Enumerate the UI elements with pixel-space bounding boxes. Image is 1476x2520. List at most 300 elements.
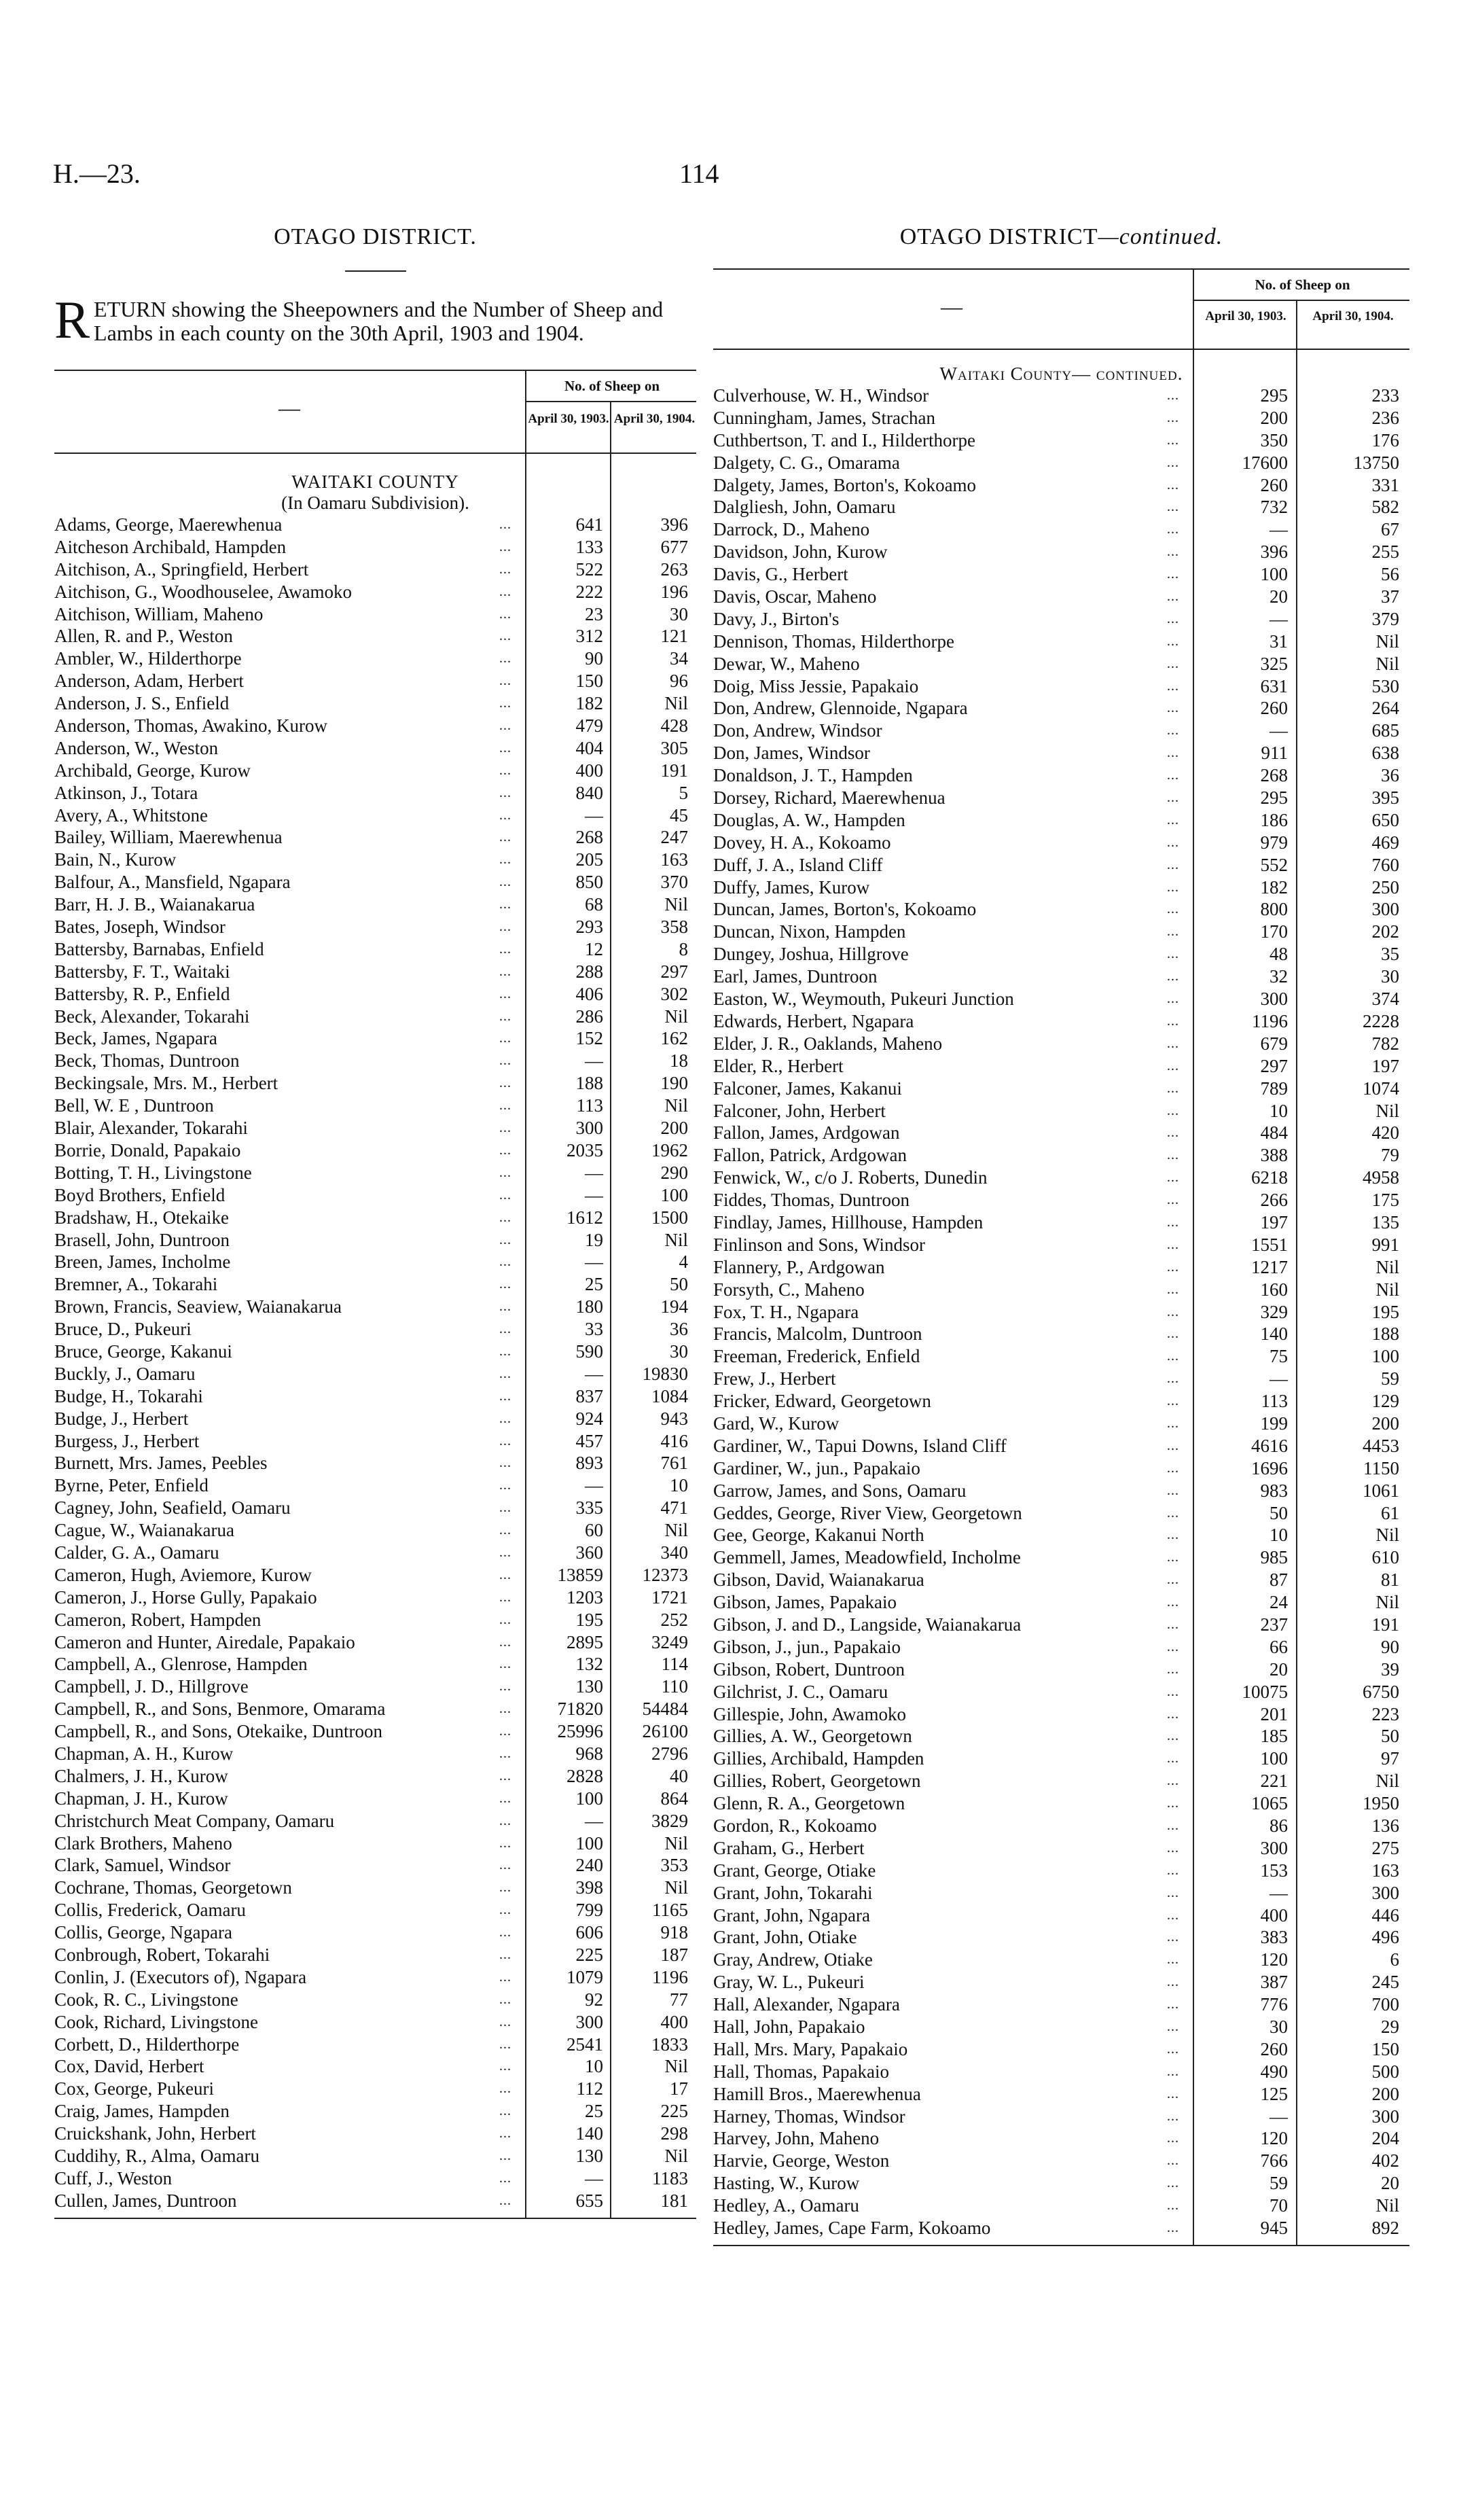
owner-name: Budge, J., Herbert	[54, 1408, 189, 1429]
sheep-1903: —	[1270, 2106, 1288, 2127]
sheep-1903: —	[1270, 720, 1288, 741]
table-row	[713, 2106, 1409, 2128]
sheep-1904: 191	[1371, 1614, 1399, 1635]
table-row	[713, 586, 1409, 608]
leader-dots: ...	[1167, 1103, 1179, 1118]
sheep-1903: 10075	[1242, 1681, 1288, 1702]
table-row	[713, 697, 1409, 720]
table-row	[713, 496, 1409, 518]
table-row	[713, 1033, 1409, 1055]
leader-dots: ...	[499, 1701, 511, 1717]
sheep-1904: 61	[1381, 1502, 1399, 1523]
table-row	[713, 809, 1409, 832]
sheep-1903: 406	[575, 983, 603, 1004]
owner-name: Aitchison, A., Springfield, Herbert	[54, 558, 309, 580]
sheep-1903: 180	[575, 1296, 603, 1317]
owner-name: Bremner, A., Tokarahi	[54, 1274, 218, 1295]
table-row	[54, 1408, 696, 1430]
owner-name: Earl, James, Duntroon	[713, 966, 878, 987]
owner-name: Barr, H. J. B., Waianakarua	[54, 894, 255, 915]
owner-name: Beck, Thomas, Duntroon	[54, 1050, 240, 1071]
table-row	[713, 631, 1409, 653]
table-row	[713, 1949, 1409, 1971]
owner-name: Burgess, J., Herbert	[54, 1430, 200, 1451]
owner-name: Garrow, James, and Sons, Oamaru	[713, 1480, 967, 1501]
sheep-1903: 132	[575, 1654, 603, 1675]
leader-dots: ...	[1167, 589, 1179, 605]
owner-name: Fallon, Patrick, Ardgowan	[713, 1145, 907, 1166]
table-row	[54, 2078, 696, 2100]
owner-name: Elder, R., Herbert	[713, 1055, 844, 1076]
table-row	[713, 675, 1409, 698]
sheep-1903: 188	[575, 1073, 603, 1094]
sheep-1903: 260	[1260, 2038, 1288, 2059]
leader-dots: ...	[499, 2148, 511, 2164]
leader-dots: ...	[499, 830, 511, 845]
sheep-1904: 110	[661, 1676, 688, 1697]
sheep-1903: 140	[1260, 1324, 1288, 1345]
owner-name: Collis, George, Ngapara	[54, 1922, 232, 1943]
year-1904-header: April 30, 1904.	[1312, 309, 1394, 323]
sheep-1904: Nil	[1375, 1525, 1399, 1546]
sheep-1904: 150	[1371, 2038, 1399, 2059]
leader-dots: ...	[499, 584, 511, 599]
leader-dots: ...	[1167, 946, 1179, 962]
owner-name: Gee, George, Kakanui North	[713, 1525, 924, 1546]
table-row	[54, 1474, 696, 1497]
leader-dots: ...	[1167, 432, 1179, 448]
leader-dots: ...	[1167, 879, 1179, 895]
sheep-1904: 135	[1371, 1211, 1399, 1232]
sheep-1903: 2035	[566, 1139, 603, 1160]
sheep-1904: Nil	[664, 693, 688, 714]
sheep-1904: Nil	[664, 1877, 688, 1898]
sheep-1903: 293	[575, 917, 603, 938]
right-title	[713, 224, 1409, 258]
sheep-1904: 236	[1371, 407, 1399, 428]
owner-name: Aitchison, William, Maheno	[54, 603, 264, 624]
sheep-1904: Nil	[1375, 653, 1399, 674]
sheep-1904: 402	[1371, 2150, 1399, 2171]
owner-name: Battersby, R. P., Enfield	[54, 983, 230, 1004]
table-row	[713, 474, 1409, 497]
sheep-1903: 335	[575, 1497, 603, 1519]
left-table-body	[54, 454, 696, 2218]
table-row	[713, 2217, 1409, 2239]
sheep-1904: 1084	[651, 1385, 688, 1406]
leader-dots: ...	[1167, 1572, 1179, 1588]
sheep-1904: 500	[1371, 2061, 1399, 2082]
sheep-1904: 56	[1381, 564, 1399, 585]
table-row	[713, 1256, 1409, 1279]
sheep-1903: 641	[575, 514, 603, 535]
sheep-1903: —	[585, 1363, 603, 1384]
leader-dots: ...	[499, 1031, 511, 1046]
leader-dots: ...	[499, 651, 511, 667]
leader-dots: ...	[1167, 790, 1179, 806]
owner-name: Cruickshank, John, Herbert	[54, 2123, 256, 2144]
table-row	[54, 1631, 696, 1654]
sheep-1903: 60	[585, 1520, 603, 1541]
owner-name: Don, James, Windsor	[713, 743, 870, 764]
table-row	[713, 876, 1409, 899]
sheep-1904: 37	[1381, 586, 1399, 607]
sheep-1903: 221	[1260, 1771, 1288, 1792]
table-row	[54, 1698, 696, 1720]
sheep-1903: 153	[1260, 1860, 1288, 1881]
leader-dots: ...	[499, 785, 511, 800]
sheep-1903: 66	[1270, 1636, 1288, 1657]
sheep-1904: 29	[1381, 2017, 1399, 2038]
sheep-1903: 195	[575, 1609, 603, 1630]
sheep-1903: 133	[575, 536, 603, 557]
sheep-1904: 194	[660, 1296, 688, 1317]
leader-dots: ...	[1167, 1326, 1179, 1342]
sheep-1903: 160	[1260, 1279, 1288, 1300]
right-table-bottom	[713, 2245, 1409, 2246]
leader-dots: ...	[499, 919, 511, 935]
sheep-1904: 176	[1371, 429, 1399, 450]
leader-dots: ...	[499, 2036, 511, 2052]
section-heading: Waitaki County— continued.	[939, 363, 1183, 384]
owner-name: Gibson, J. and D., Langside, Waianakarua	[713, 1614, 1022, 1635]
table-row	[54, 1519, 696, 1542]
leader-dots: ...	[1167, 1237, 1179, 1252]
sheep-1904: 1165	[652, 1900, 688, 1921]
table-row	[713, 1480, 1409, 1502]
sheep-1903: 522	[575, 558, 603, 580]
leader-dots: ...	[499, 1455, 511, 1471]
table-row	[713, 921, 1409, 943]
owner-name: Harvie, George, Weston	[713, 2150, 890, 2171]
table-row	[713, 787, 1409, 809]
table-row	[54, 1877, 696, 1899]
owner-name: Bain, N., Kurow	[54, 849, 177, 870]
sheep-1904: 223	[1371, 1703, 1399, 1724]
owner-name: Fiddes, Thomas, Duntroon	[713, 1190, 910, 1211]
table-row	[54, 1385, 696, 1408]
page-number: 114	[679, 158, 719, 189]
leader-dots: ...	[1167, 723, 1179, 739]
owner-name: Bruce, George, Kakanui	[54, 1341, 232, 1362]
sheep-1904: 782	[1371, 1033, 1399, 1054]
sheep-1903: 150	[575, 671, 603, 692]
sheep-1904: 19830	[642, 1363, 688, 1384]
sheep-1903: 237	[1260, 1614, 1288, 1635]
owner-name: Davis, G., Herbert	[713, 564, 848, 585]
leader-dots: ...	[1167, 455, 1179, 470]
owner-name: Byrne, Peter, Enfield	[54, 1475, 209, 1496]
table-row	[713, 764, 1409, 787]
owner-name: Bates, Joseph, Windsor	[54, 917, 226, 938]
leader-dots: ...	[499, 986, 511, 1001]
leader-dots: ...	[1167, 1527, 1179, 1543]
sheep-1904: 233	[1371, 385, 1399, 406]
owner-name: Gilchrist, J. C., Oamaru	[713, 1681, 888, 1702]
owner-name: Blair, Alexander, Tokarahi	[54, 1118, 248, 1139]
table-row	[713, 1614, 1409, 1636]
sheep-1904: 39	[1381, 1658, 1399, 1680]
leader-dots: ...	[1167, 1997, 1179, 2012]
title-divider	[345, 270, 406, 272]
owner-name: Cook, Richard, Livingstone	[54, 2011, 258, 2032]
owner-name: Dalgety, James, Borton's, Kokoamo	[713, 474, 977, 495]
table-row	[713, 1144, 1409, 1167]
sheep-1904: 40	[670, 1765, 688, 1786]
table-row	[54, 1966, 696, 1989]
leader-dots: ...	[499, 1098, 511, 1114]
leader-dots: ...	[1167, 1281, 1179, 1297]
leader-dots: ...	[499, 897, 511, 912]
table-row	[713, 1837, 1409, 1860]
table-row	[54, 760, 696, 782]
sheep-1904: 761	[660, 1453, 688, 1474]
sheep-1904: 36	[670, 1319, 688, 1340]
sheep-1903: 398	[575, 1877, 603, 1898]
leader-dots: ...	[499, 1745, 511, 1761]
leader-dots: ...	[1167, 1304, 1179, 1319]
owner-name: Grant, George, Otiake	[713, 1860, 876, 1881]
sheep-1903: 32	[1270, 966, 1288, 987]
leader-dots: ...	[1167, 812, 1179, 828]
table-row	[713, 1658, 1409, 1681]
owner-name: Fox, T. H., Ngapara	[713, 1301, 859, 1322]
sheep-1904: Nil	[664, 1229, 688, 1250]
sheep-1903: 86	[1270, 1815, 1288, 1836]
owner-name: Anderson, W., Weston	[54, 737, 219, 758]
leader-dots: ...	[499, 1925, 511, 1940]
leader-dots: ...	[1167, 1349, 1179, 1364]
sheep-1904: 638	[1371, 743, 1399, 764]
leader-dots: ...	[499, 1589, 511, 1605]
year-1903-header: April 30, 1903.	[1205, 309, 1286, 323]
table-row	[54, 826, 696, 849]
sheep-1904: 864	[660, 1788, 688, 1809]
table-row	[713, 1971, 1409, 1993]
leader-dots: ...	[1167, 1616, 1179, 1632]
table-row	[713, 2127, 1409, 2150]
leader-dots: ...	[499, 1858, 511, 1873]
sheep-1904: 400	[660, 2011, 688, 2032]
table-row	[713, 1569, 1409, 1591]
owner-name: Davy, J., Birton's	[713, 608, 840, 629]
leader-dots: ...	[1167, 2019, 1179, 2035]
leader-dots: ...	[1167, 1796, 1179, 1811]
sheep-1903: 1612	[566, 1207, 603, 1228]
sheep-1903: 31	[1270, 631, 1288, 652]
leader-dots: ...	[499, 517, 511, 532]
table-row	[54, 2011, 696, 2034]
owner-name: Burnett, Mrs. James, Peebles	[54, 1453, 268, 1474]
leader-dots: ...	[499, 874, 511, 890]
owner-name: Gray, Andrew, Otiake	[713, 1949, 873, 1970]
owner-name: Darrock, D., Maheno	[713, 519, 870, 540]
owner-name: Clark, Samuel, Windsor	[54, 1855, 231, 1876]
table-row	[713, 1055, 1409, 1078]
owner-name: Hall, Thomas, Papakaio	[713, 2061, 889, 2082]
owner-name: Flannery, P., Ardgowan	[713, 1256, 885, 1277]
sheep-1903: —	[585, 1162, 603, 1183]
sheep-1904: 250	[1371, 876, 1399, 898]
owner-name: Atkinson, J., Totara	[54, 782, 198, 803]
owner-name: Gibson, David, Waianakarua	[713, 1569, 924, 1591]
owner-name: Cameron, Hugh, Aviemore, Kurow	[54, 1564, 312, 1585]
owner-name: Cox, George, Pukeuri	[54, 2078, 214, 2099]
sheep-1903: 655	[575, 2190, 603, 2211]
owner-name: Geddes, George, River View, Georgetown	[713, 1502, 1022, 1523]
leader-dots: ...	[499, 1321, 511, 1337]
leader-dots: ...	[1167, 1952, 1179, 1968]
sheep-1904: 100	[660, 1184, 688, 1205]
sheep-1904: 264	[1371, 698, 1399, 719]
table-row	[54, 558, 696, 581]
sheep-1904: 530	[1371, 675, 1399, 696]
sheep-1903: 732	[1260, 497, 1288, 518]
sheep-1903: 2541	[566, 2034, 603, 2055]
sheep-1903: 490	[1260, 2061, 1288, 2082]
leader-dots: ...	[499, 561, 511, 577]
sheep-1903: 100	[575, 1788, 603, 1809]
owner-name: Dungey, Joshua, Hillgrove	[713, 944, 909, 965]
owner-name: Gardiner, W., Tapui Downs, Island Cliff	[713, 1435, 1007, 1456]
sheep-1903: 400	[1260, 1904, 1288, 1926]
table-row	[54, 1341, 696, 1363]
left-table-bottom	[54, 2218, 696, 2219]
sheep-1904: 700	[1371, 1994, 1399, 2015]
owner-name: Anderson, Thomas, Awakino, Kurow	[54, 715, 327, 737]
owner-name: Harney, Thomas, Windsor	[713, 2106, 905, 2127]
table-row	[713, 1747, 1409, 1770]
leader-dots: ...	[499, 1567, 511, 1582]
table-row	[54, 1542, 696, 1564]
sheep-1904: 36	[1381, 765, 1399, 786]
leader-dots: ...	[499, 1388, 511, 1404]
sheep-1904: 1061	[1363, 1480, 1399, 1501]
sheep-1903: 225	[575, 1945, 603, 1965]
sheep-1904: 3829	[651, 1810, 688, 1831]
table-row	[713, 1703, 1409, 1726]
left-rows	[54, 514, 696, 2218]
leader-dots: ...	[1167, 477, 1179, 493]
sheep-1903: 113	[576, 1095, 603, 1116]
table-row	[54, 692, 696, 715]
sheep-1903: —	[585, 1184, 603, 1205]
leader-dots: ...	[1167, 1885, 1179, 1900]
table-row	[713, 1435, 1409, 1457]
sheep-1903: 776	[1260, 1994, 1288, 2015]
table-row	[54, 1050, 696, 1072]
sheep-1904: 471	[660, 1497, 688, 1519]
table-row	[54, 1765, 696, 1788]
owner-name: Adams, George, Maerewhenua	[54, 514, 283, 535]
sheep-1903: 396	[1260, 542, 1288, 563]
sheep-1904: 2796	[651, 1743, 688, 1764]
sheep-1903: 1079	[566, 1966, 603, 1987]
leader-dots: ...	[499, 1254, 511, 1270]
table-row	[713, 2061, 1409, 2083]
table-row	[713, 2016, 1409, 2038]
sheep-1903: 329	[1260, 1301, 1288, 1322]
leader-dots: ...	[499, 1902, 511, 1918]
sheep-1903: 1696	[1251, 1457, 1288, 1478]
owner-name: Battersby, Barnabas, Enfield	[54, 938, 264, 959]
sheep-1904: 428	[660, 715, 688, 737]
sheep-1903: 10	[1270, 1525, 1288, 1546]
sheep-1903: 312	[575, 626, 603, 647]
owner-name: Cuthbertson, T. and I., Hilderthorpe	[713, 429, 975, 450]
left-table-header	[54, 370, 696, 454]
leader-dots: ...	[1167, 2108, 1179, 2124]
leader-dots: ...	[1167, 1595, 1179, 1610]
owner-name: Gillies, A. W., Georgetown	[713, 1726, 912, 1747]
sheep-1903: 1551	[1251, 1234, 1288, 1255]
table-row	[713, 1792, 1409, 1815]
owner-name: Conlin, J. (Executors of), Ngapara	[54, 1966, 307, 1987]
county-subtitle: (In Oamaru Subdivision).	[281, 493, 469, 513]
leader-dots: ...	[499, 696, 511, 711]
sheep-1904: 30	[670, 1341, 688, 1362]
leader-dots: ...	[1167, 678, 1179, 694]
sheep-1904: 275	[1371, 1837, 1399, 1858]
name-column-dash: —	[941, 294, 962, 319]
owner-name: Dorsey, Richard, Maerewhenua	[713, 787, 946, 809]
sheep-1904: Nil	[664, 1095, 688, 1116]
table-row	[54, 1452, 696, 1474]
owner-name: Dalgliesh, John, Oamaru	[713, 497, 896, 518]
table-row	[54, 2190, 696, 2212]
sheep-1904: Nil	[1375, 1256, 1399, 1277]
table-row	[54, 916, 696, 938]
table-row	[54, 1653, 696, 1675]
sheep-1903: 260	[1260, 474, 1288, 495]
leader-dots: ...	[499, 740, 511, 756]
sheep-1903: 120	[1260, 1949, 1288, 1970]
table-row	[54, 893, 696, 916]
sheep-1903: 152	[575, 1028, 603, 1049]
leader-dots: ...	[499, 1969, 511, 1985]
sheep-1904: 30	[1381, 966, 1399, 987]
table-row	[54, 849, 696, 871]
sheep-1903: 59	[1270, 2173, 1288, 2194]
leader-dots: ...	[1167, 1930, 1179, 1945]
sheep-1903: 120	[1260, 2128, 1288, 2149]
owner-name: Bradshaw, H., Otekaike	[54, 1207, 229, 1228]
sheep-1904: 302	[660, 983, 688, 1004]
leader-dots: ...	[499, 1544, 511, 1560]
owner-name: Hamill Bros., Maerewhenua	[713, 2083, 921, 2104]
leader-dots: ...	[499, 2170, 511, 2186]
leader-dots: ...	[499, 1634, 511, 1650]
owner-name: Hall, Alexander, Ngapara	[713, 1994, 900, 2015]
owner-name: Duncan, James, Borton's, Kokoamo	[713, 899, 977, 920]
leader-dots: ...	[1167, 1706, 1179, 1722]
table-row	[54, 961, 696, 983]
owner-name: Campbell, J. D., Hillgrove	[54, 1676, 249, 1697]
table-row	[54, 603, 696, 626]
table-row	[54, 804, 696, 827]
sheep-1904: 1196	[652, 1966, 688, 1987]
sheep-1903: —	[1270, 608, 1288, 629]
sheep-1903: 90	[585, 648, 603, 669]
table-row	[713, 1010, 1409, 1033]
leader-dots: ...	[1167, 1907, 1179, 1923]
intro-text: ETURN showing the Sheepowners and the Number of Sheep and Lambs in each county on the 30th April, 1903 and 1904.	[94, 297, 664, 345]
owner-name: Botting, T. H., Livingstone	[54, 1162, 252, 1183]
sheep-1903: 288	[575, 961, 603, 982]
sheep-1904: 650	[1371, 809, 1399, 830]
leader-dots: ...	[1167, 1148, 1179, 1163]
leader-dots: ...	[499, 2059, 511, 2074]
